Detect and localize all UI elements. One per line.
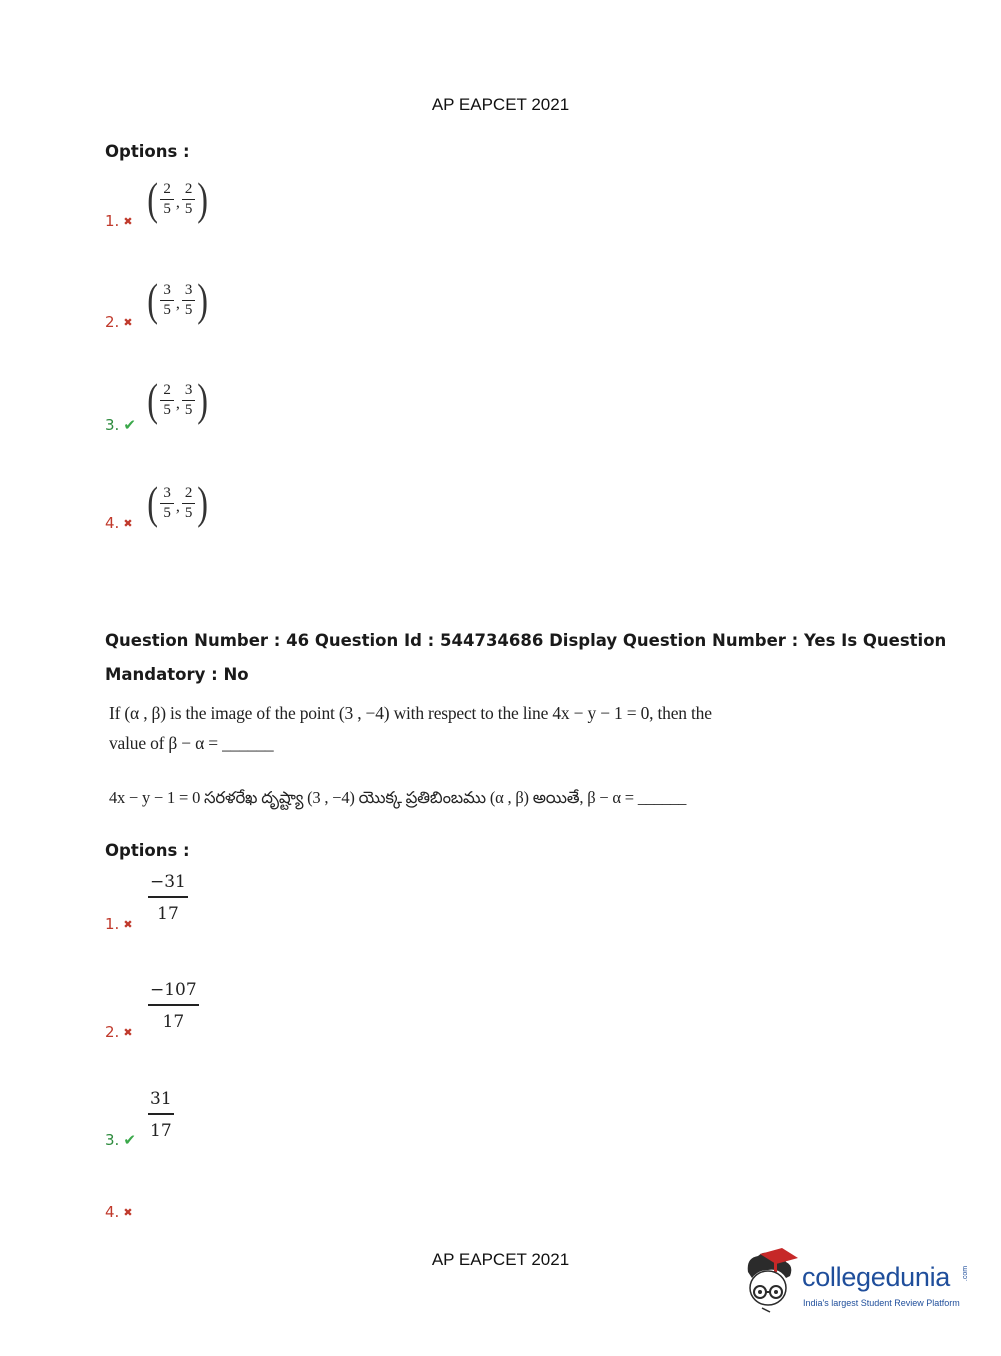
cross-icon: ✖: [123, 1025, 133, 1039]
denominator: 17: [162, 1012, 185, 1032]
option-number-text: 3.: [105, 416, 120, 434]
page-footer-title: AP EAPCET 2021: [431, 1250, 570, 1269]
denominator: 5: [163, 504, 171, 521]
fraction: [182, 182, 196, 217]
page-header-title: AP EAPCET 2021: [431, 95, 570, 114]
comma: ,: [175, 194, 180, 211]
option-3-answer[interactable]: [145, 374, 211, 425]
cross-icon: ✖: [123, 1205, 133, 1219]
question-text-english-line1: If (α , β) is the image of the point (3 , −4) with respect to the line 4x − y − 1 = 0, then the: [109, 703, 712, 723]
option-number-text: 3.: [105, 1131, 120, 1149]
option-number-text: 1.: [105, 915, 120, 933]
numerator: 2: [160, 383, 174, 401]
option-1-answer[interactable]: [148, 872, 188, 924]
option-number-text: 2.: [105, 313, 120, 331]
numerator: 2: [160, 182, 174, 200]
right-paren: ): [197, 173, 209, 224]
numerator: 3: [182, 283, 196, 301]
options-label: Options :: [105, 142, 190, 161]
option-2-number: [105, 313, 133, 331]
question-meta-line2: Mandatory : No: [105, 665, 249, 684]
option-number-text: 2.: [105, 1023, 120, 1041]
option-4-number: [105, 1203, 133, 1221]
logo-tagline: India's largest Student Review Platform: [803, 1298, 960, 1308]
left-paren: (: [147, 173, 159, 224]
question-text-telugu: 4x − y − 1 = 0 సరళరేఖ దృష్ట్యా (3 , −4) యొక్క ప్రతిబింబము (α , β) అయితే, β − α = ______: [109, 788, 687, 807]
right-paren: ): [197, 374, 209, 425]
left-paren: (: [147, 274, 159, 325]
denominator: 5: [184, 200, 193, 217]
option-number-text: 4.: [105, 514, 120, 532]
option-3-answer[interactable]: [148, 1089, 174, 1141]
cross-icon: ✖: [123, 917, 133, 931]
question-meta-line1: Question Number : 46 Question Id : 544734686 Display Question Number : Yes Is Question: [105, 631, 947, 650]
fraction: [182, 486, 196, 521]
option-2-number: [105, 1023, 133, 1041]
option-number-text: 1.: [105, 212, 120, 230]
fraction: [160, 486, 174, 521]
cross-icon: ✖: [123, 315, 133, 329]
fraction: [182, 283, 196, 318]
option-number-text: 4.: [105, 1203, 120, 1221]
right-paren: ): [197, 274, 209, 325]
option-3-number: [105, 1131, 136, 1149]
left-paren: (: [147, 374, 159, 425]
collegedunia-logo[interactable]: [740, 1248, 970, 1314]
numerator: 2: [182, 182, 196, 200]
question-text-english-line2: value of β − α = ______: [109, 733, 274, 753]
option-1-number: [105, 915, 133, 933]
logo-name: collegedunia: [802, 1262, 951, 1292]
check-icon: ✔: [123, 416, 136, 434]
comma: ,: [175, 395, 180, 412]
denominator: 5: [184, 301, 193, 318]
denominator: 5: [184, 504, 193, 521]
numerator: 3: [160, 283, 174, 301]
option-2-answer[interactable]: [148, 980, 199, 1032]
denominator: 5: [184, 401, 193, 418]
fraction: [160, 383, 174, 418]
option-4-number: [105, 514, 133, 532]
numerator: 3: [160, 486, 174, 504]
fraction: [160, 182, 174, 217]
denominator: 17: [150, 1121, 172, 1141]
option-2-answer[interactable]: [145, 274, 211, 325]
numerator: 2: [182, 486, 196, 504]
numerator: 31: [148, 1089, 174, 1115]
numerator: −107: [148, 980, 199, 1006]
comma: ,: [175, 295, 180, 312]
denominator: 17: [157, 904, 179, 924]
cross-icon: ✖: [123, 516, 133, 530]
numerator: 3: [182, 383, 196, 401]
cross-icon: ✖: [123, 214, 133, 228]
fraction: [160, 283, 174, 318]
comma: ,: [175, 498, 180, 515]
option-4-answer[interactable]: [145, 477, 211, 528]
left-paren: (: [147, 477, 159, 528]
mascot-icon: [740, 1248, 802, 1314]
denominator: 5: [163, 200, 171, 217]
logo-domain: .com: [962, 1265, 970, 1282]
right-paren: ): [197, 477, 209, 528]
option-1-answer[interactable]: [145, 173, 211, 224]
option-1-number: [105, 212, 133, 230]
check-icon: ✔: [123, 1131, 136, 1149]
denominator: 5: [163, 401, 171, 418]
denominator: 5: [163, 301, 171, 318]
numerator: −31: [148, 872, 188, 898]
options-label: Options :: [105, 841, 190, 860]
fraction: [182, 383, 196, 418]
option-3-number: [105, 416, 136, 434]
